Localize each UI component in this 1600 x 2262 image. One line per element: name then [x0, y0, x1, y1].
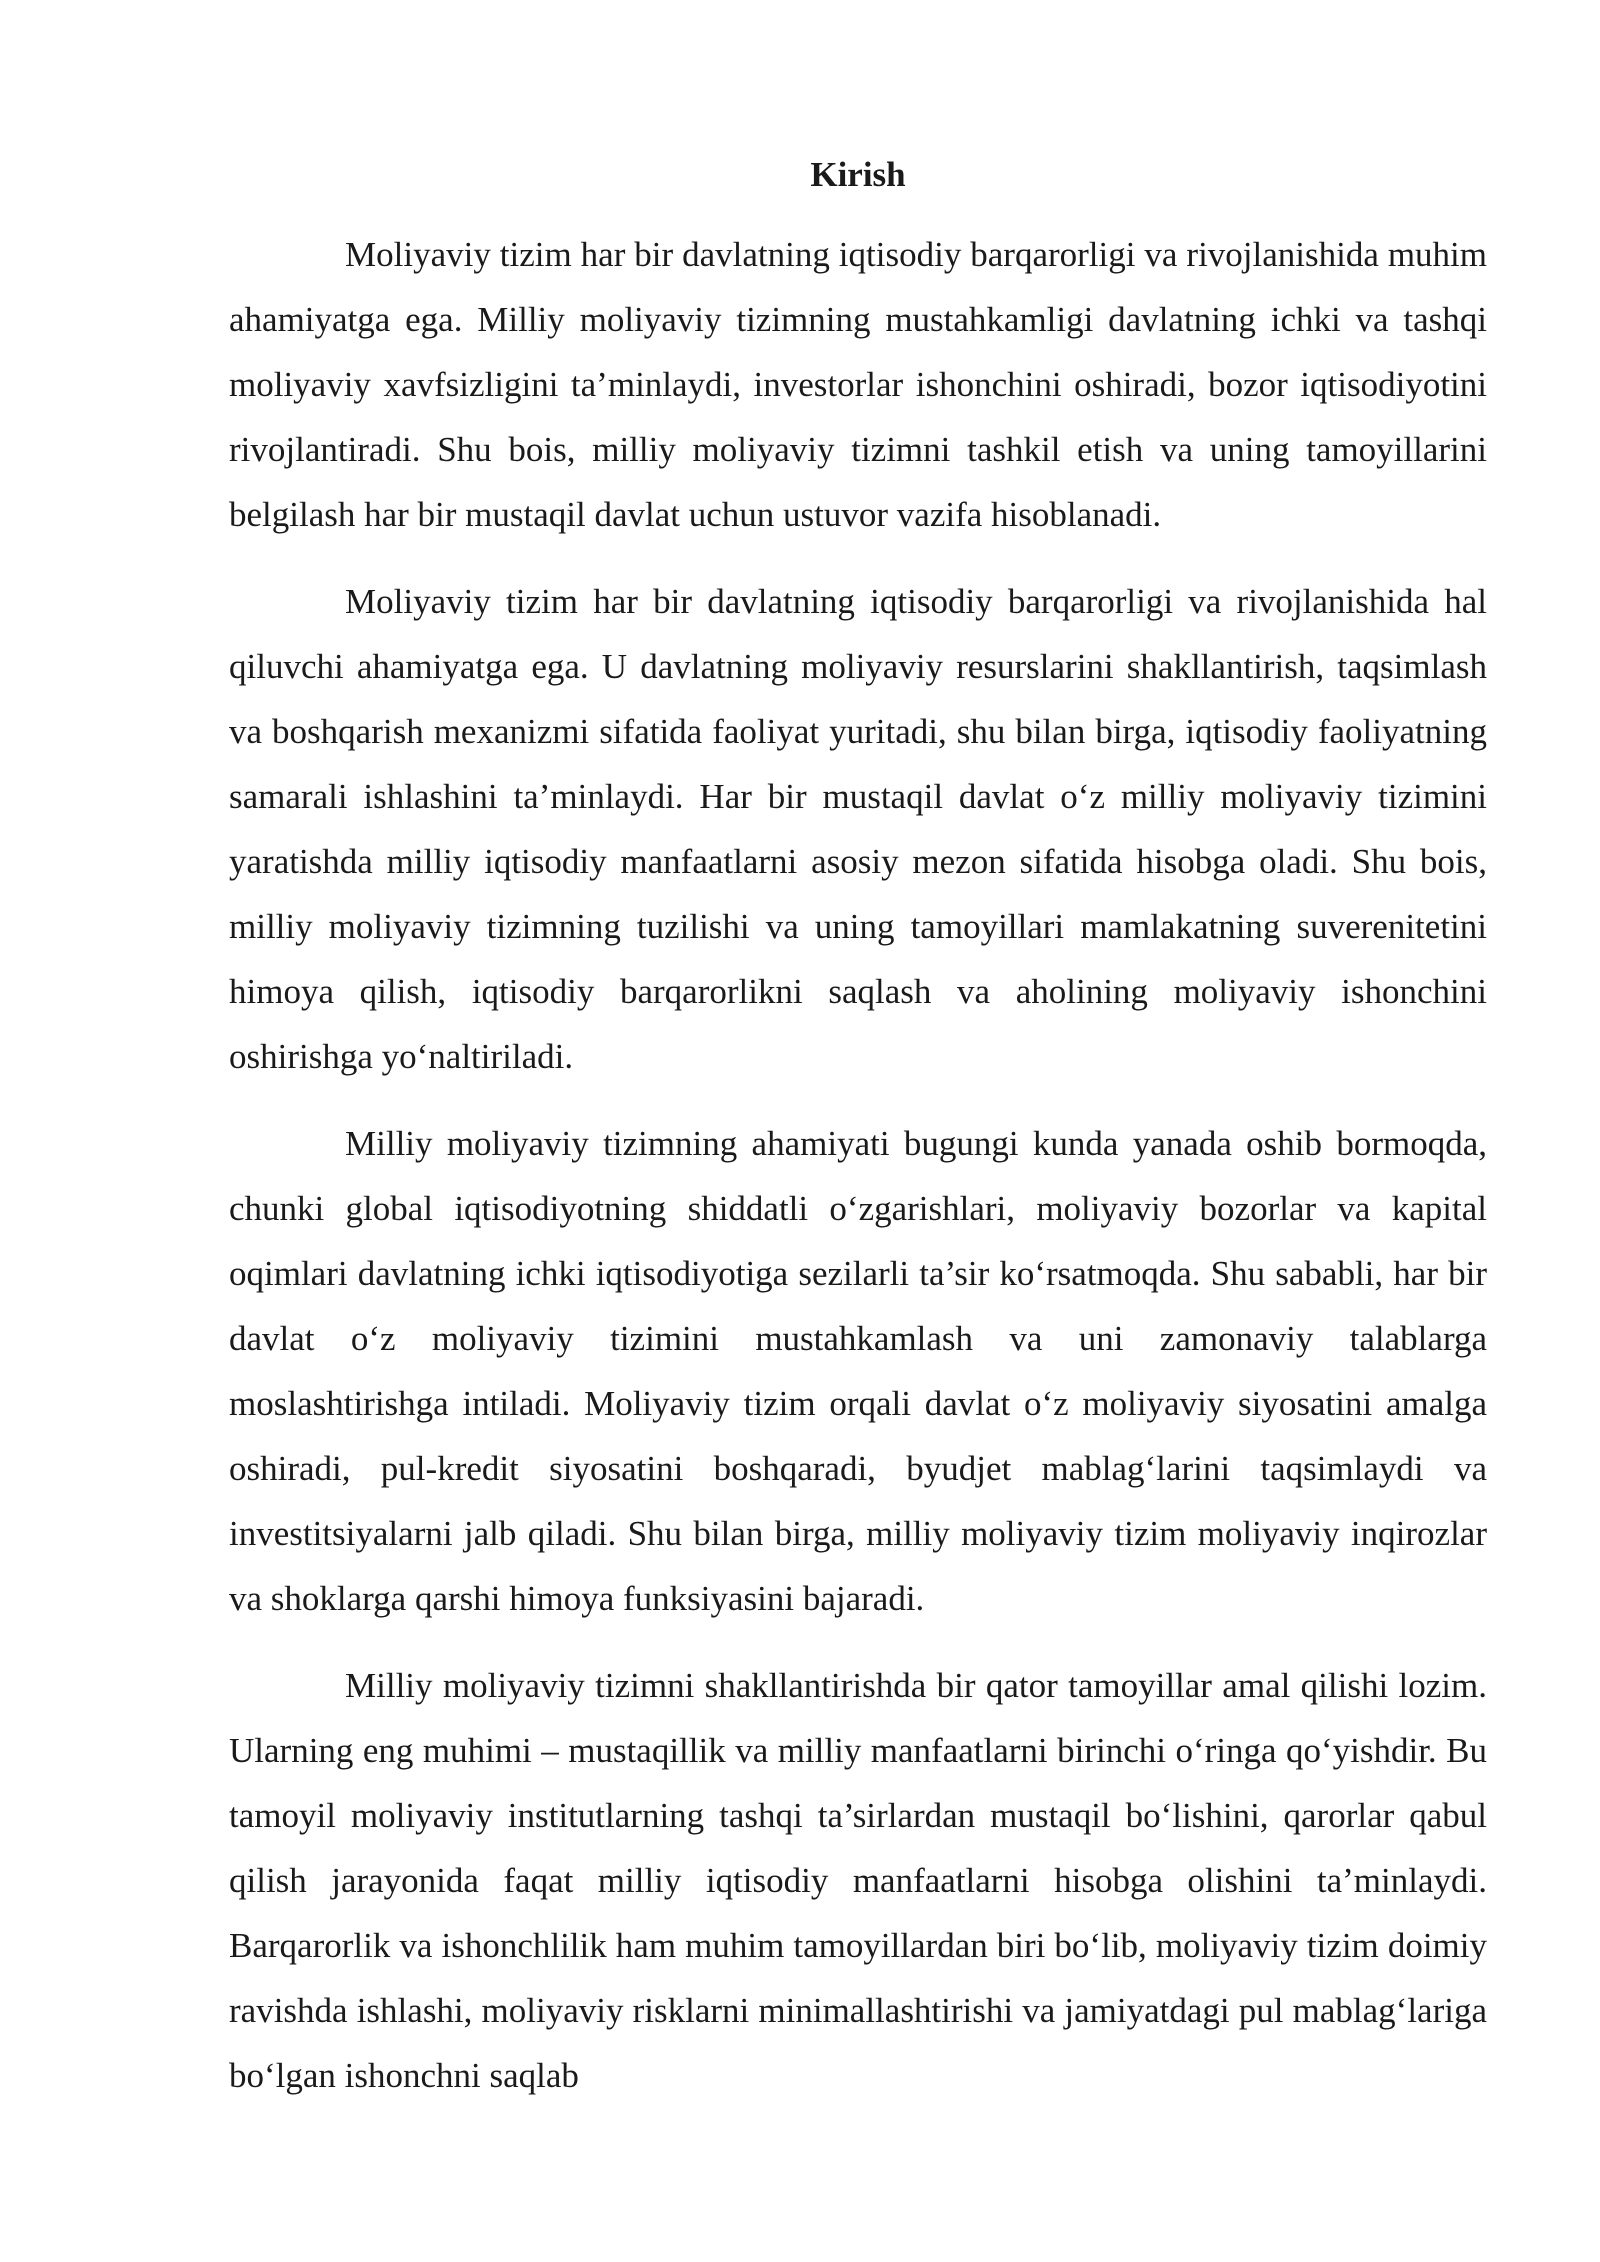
- paragraph-3: Milliy moliyaviy tizimning ahamiyati bugungi kunda yanada oshib bormoqda, chunki global iqtisodiyotning shiddatli o‘zgarishlari, moliyaviy bozorlar va kapital oqimlari davlatning ichki iqtisodiyotiga sezilarli ta’sir ko‘rsatmoqda. Shu sababli, har bir davlat o‘z moliyaviy tizimini mustahkamlash va uni zamonaviy talablarga moslashtirishga intiladi. Moliyaviy tizim orqali davlat o‘z moliyaviy siyosatini amalga oshiradi, pul-kredit siyosatini boshqaradi, byudjet mablag‘larini taqsimlaydi va investitsiyalarni jalb qiladi. Shu bilan birga, milliy moliyaviy tizim moliyaviy inqirozlar va shoklarga qarshi himoya funksiyasini bajaradi.: [229, 1124, 1487, 1618]
- document-title: Kirish: [810, 155, 906, 194]
- document-body: [229, 150, 1487, 2130]
- paragraph-4: Milliy moliyaviy tizimni shakllantirishda bir qator tamoyillar amal qilishi lozim. Ularning eng muhimi – mustaqillik va milliy manfaatlarni birinchi o‘ringa qo‘yishdir. Bu tamoyil moliyaviy institutlarning tashqi ta’sirlardan mustaqil bo‘lishini, qarorlar qabul qilish jarayonida faqat milliy iqtisodiy manfaatlarni hisobga olishini ta’minlaydi. Barqarorlik va ishonchlilik ham muhim tamoyillardan biri bo‘lib, moliyaviy tizim doimiy ravishda ishlashi, moliyaviy risklarni minimallashtirishi va jamiyatdagi pul mablag‘lariga bo‘lgan ishonchni saqlab: [229, 1666, 1487, 2095]
- paragraph-1: Moliyaviy tizim har bir davlatning iqtisodiy barqarorligi va rivojlanishida muhim ahamiyatga ega. Milliy moliyaviy tizimning mustahkamligi davlatning ichki va tashqi moliyaviy xavfsizligini ta’minlaydi, investorlar ishonchini oshiradi, bozor iqtisodiyotini rivojlantiradi. Shu bois, milliy moliyaviy tizimni tashkil etish va uning tamoyillarini belgilash har bir mustaqil davlat uchun ustuvor vazifa hisoblanadi.: [229, 235, 1487, 534]
- paragraph-2: Moliyaviy tizim har bir davlatning iqtisodiy barqarorligi va rivojlanishida hal qiluvchi ahamiyatga ega. U davlatning moliyaviy resurslarini shakllantirish, taqsimlash va boshqarish mexanizmi sifatida faoliyat yuritadi, shu bilan birga, iqtisodiy faoliyatning samarali ishlashini ta’minlaydi. Har bir mustaqil davlat o‘z milliy moliyaviy tizimini yaratishda milliy iqtisodiy manfaatlarni asosiy mezon sifatida hisobga oladi. Shu bois, milliy moliyaviy tizimning tuzilishi va uning tamoyillari mamlakatning suverenitetini himoya qilish, iqtisodiy barqarorlikni saqlash va aholining moliyaviy ishonchini oshirishga yo‘naltiriladi.: [229, 582, 1487, 1076]
